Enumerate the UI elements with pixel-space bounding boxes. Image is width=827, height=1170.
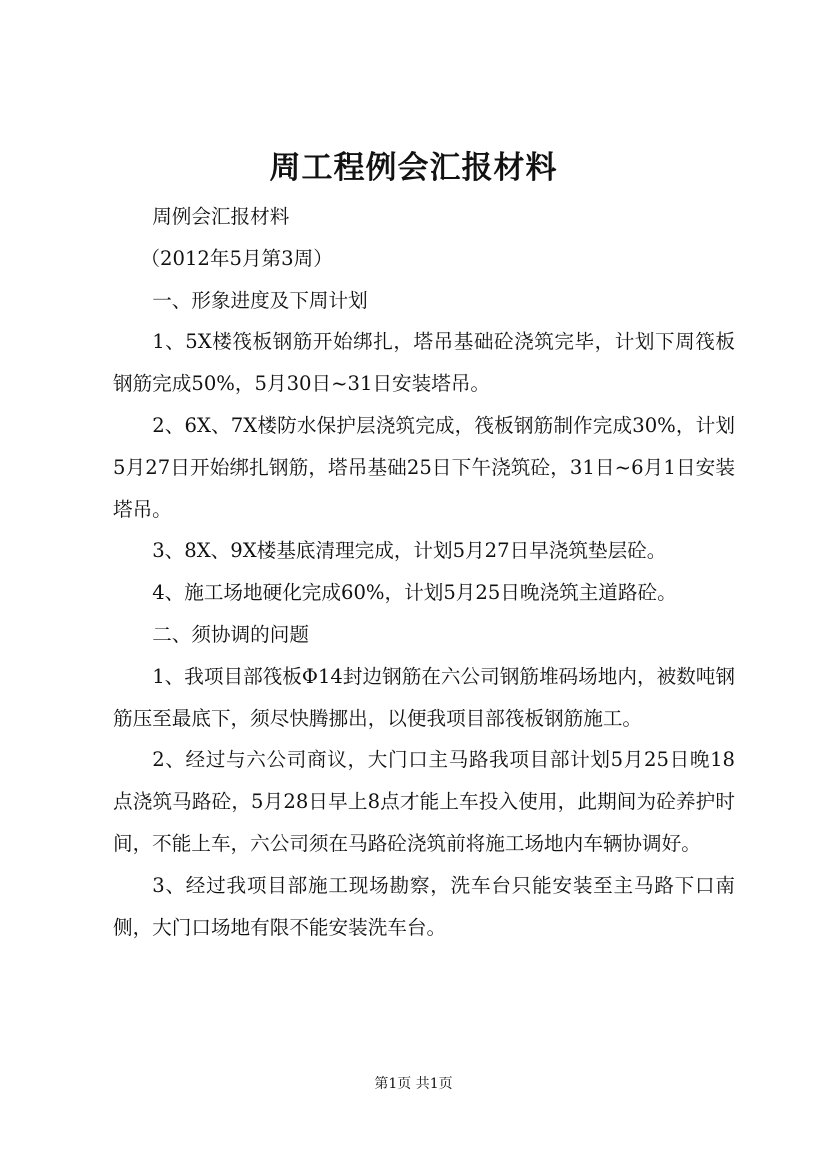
paragraph-subtitle: 周例会汇报材料 [152,205,290,228]
document-title: 周工程例会汇报材料 [269,150,558,186]
paragraph-date: （2012年5月第3周） [140,246,333,270]
paragraph-item: 3、经过我项目部施工现场勘察，洗车台只能安装至主马路下口南侧，大门口场地有限不能安装洗车台。 [113,873,735,939]
document-body [113,196,735,948]
paragraph-item: 1、5X楼筏板钢筋开始绑扎，塔吊基础砼浇筑完毕，计划下周筏板钢筋完成50%，5月30日~31日安装塔吊。 [113,330,735,396]
paragraph-item: 2、6X、7X楼防水保护层浇筑完成，筏板钢筋制作完成30%，计划5月27日开始绑扎钢筋，塔吊基础25日下午浇筑砼，31日~6月1日安装塔吊。 [113,413,735,521]
paragraph-item: 1、我项目部筏板Φ14封边钢筋在六公司钢筋堆码场地内，被数吨钢筋压至最底下，须尽快腾挪出，以便我项目部筏板钢筋施工。 [113,664,735,730]
section-heading-progress: 一、形象进度及下周计划 [152,288,368,312]
paragraph-item: 4、施工场地硬化完成60%，计划5月25日晚浇筑主道路砼。 [152,581,677,605]
section-heading-issues: 二、须协调的问题 [152,622,309,646]
paragraph-item: 2、经过与六公司商议，大门口主马路我项目部计划5月25日晚18点浇筑马路砼，5月28日早上8点才能上车投入使用，此期间为砼养护时间，不能上车，六公司须在马路砼浇筑前将施工场地内车辆协调好。 [113,748,735,855]
page-footer: 第1页 共1页 [374,1076,453,1092]
paragraph-item: 3、8X、9X楼基底清理完成，计划5月27日早浇筑垫层砼。 [152,539,667,563]
